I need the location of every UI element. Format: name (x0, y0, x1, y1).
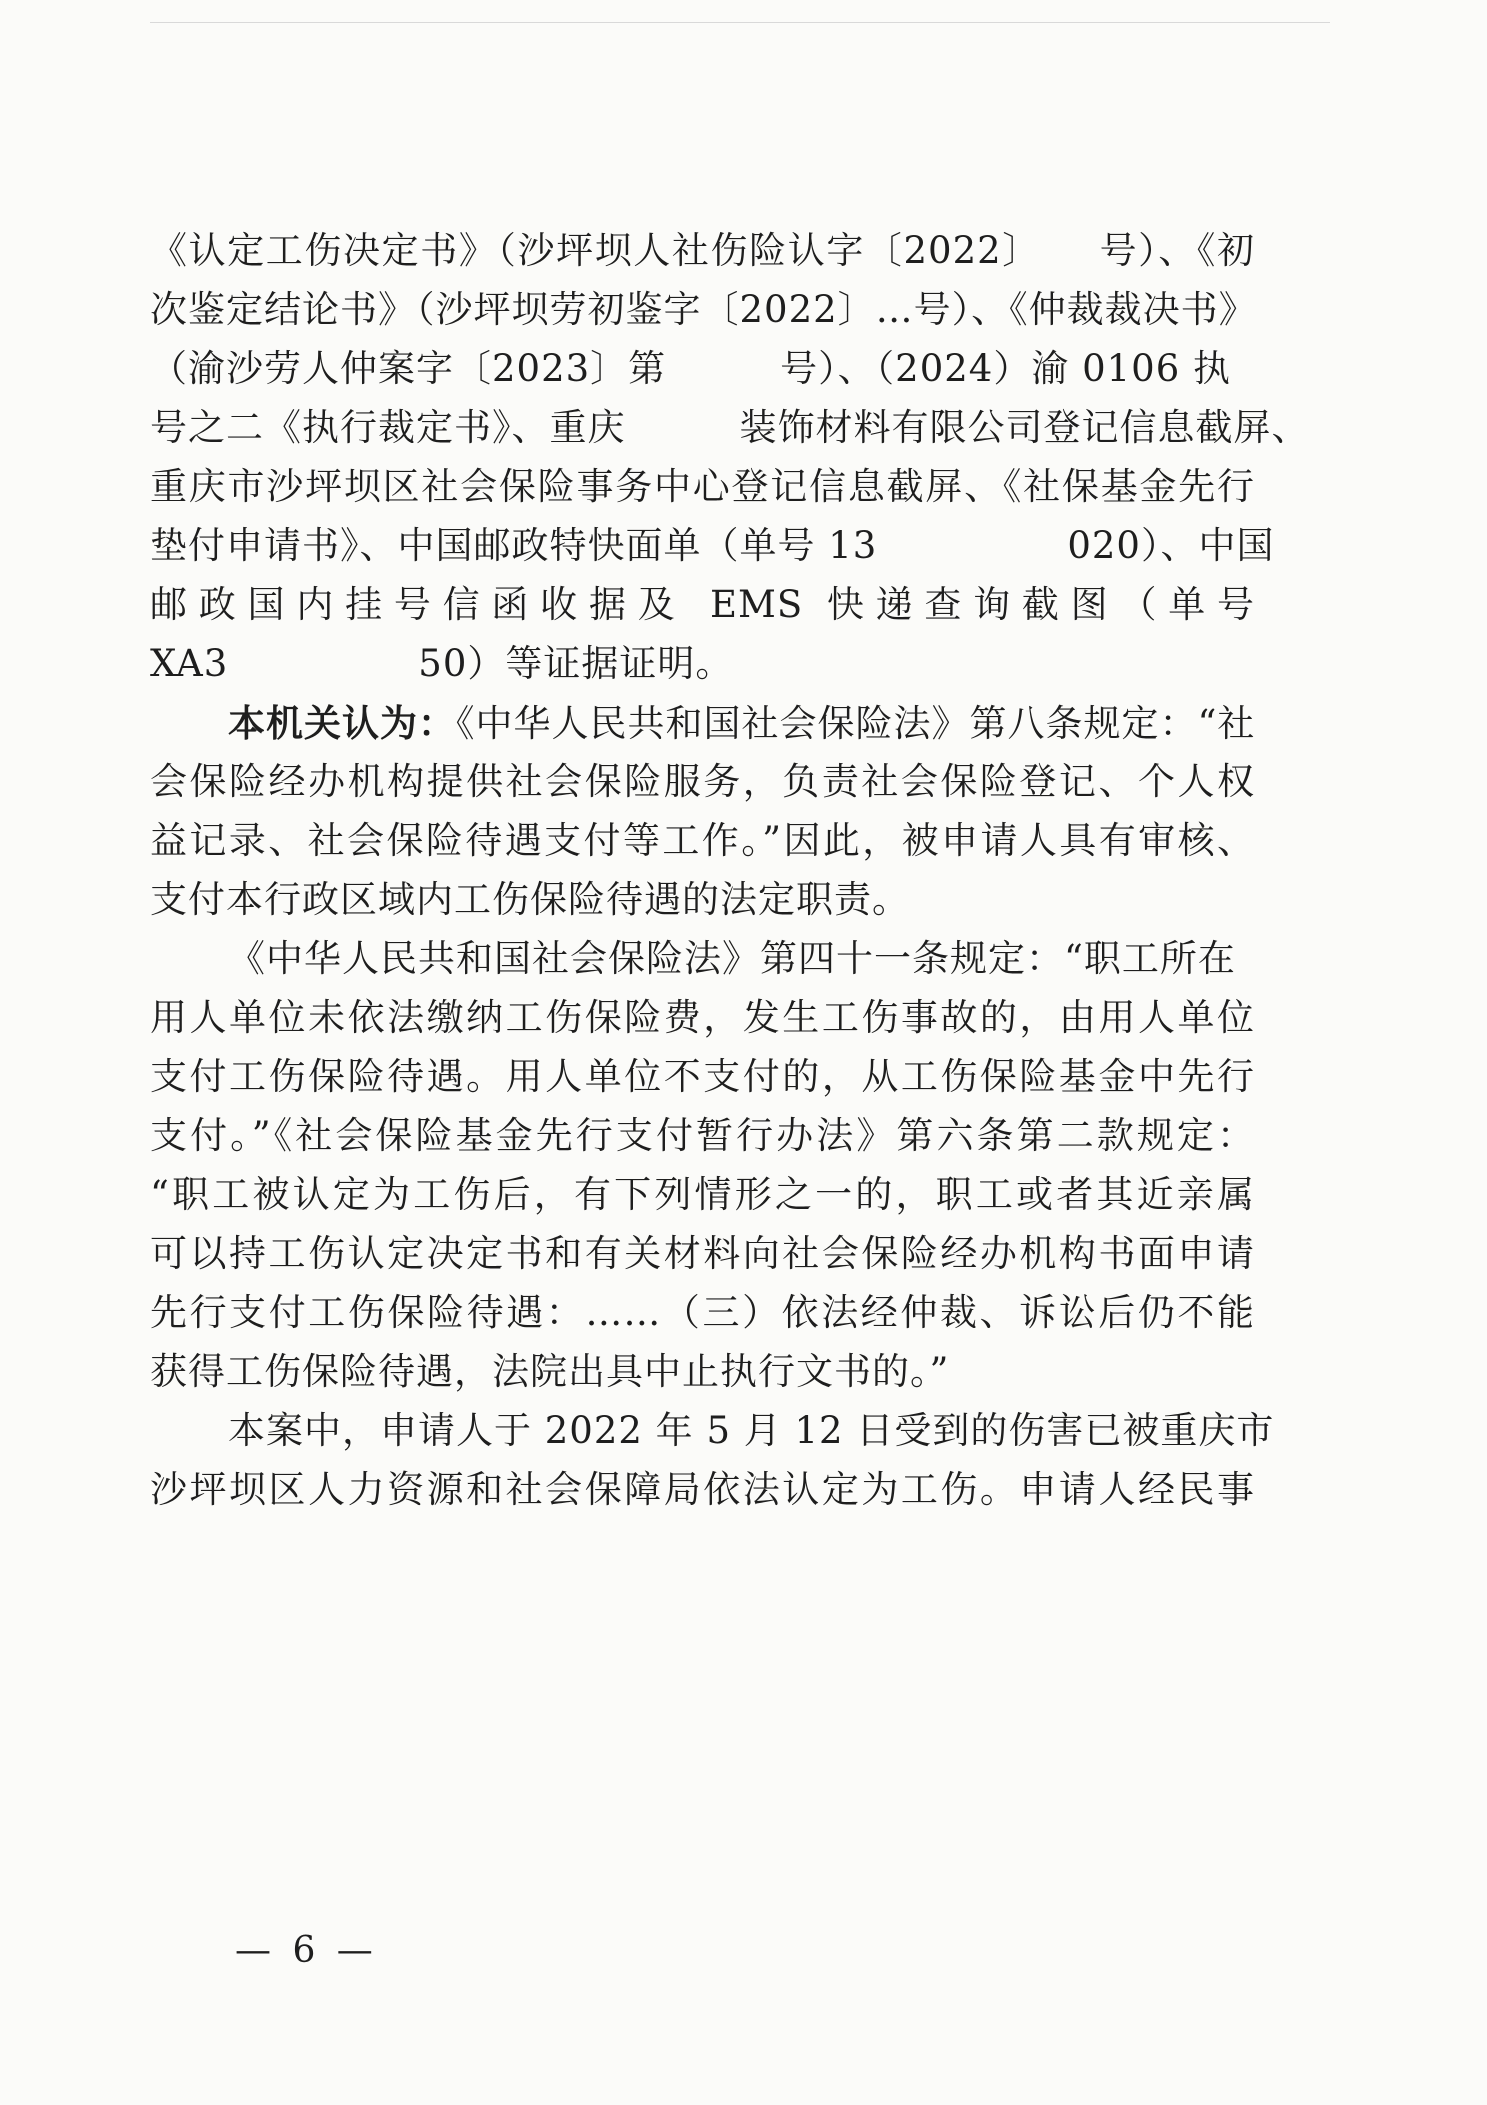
p1-line-1: 《认定工伤决定书》（沙坪坝人社伤险认字〔2022〕 号）、《初 (150, 229, 1255, 272)
p2-line-1 (228, 700, 1255, 747)
p2-lead: 本机关认为： (228, 701, 456, 745)
scan-edge-line (150, 22, 1330, 23)
p4-line-1: 本案中，申请人于 2022 年 5 月 12 日受到的伤害已被重庆市 (228, 1409, 1275, 1452)
p1-line-6: 垫付申请书》、中国邮政特快面单（单号 13 020）、中国 (150, 524, 1275, 567)
p1-line-2: 次鉴定结论书》（沙坪坝劳初鉴字〔2022〕…号）、《仲裁裁决书》 (150, 288, 1257, 331)
p3-line-2: 用人单位未依法缴纳工伤保险费，发生工伤事故的，由用人单位 (150, 996, 1255, 1039)
p1-line-8: XA3 50）等证据证明。 (150, 642, 734, 685)
p3-line-3: 支付工伤保险待遇。用人单位不支付的，从工伤保险基金中先行 (150, 1055, 1255, 1098)
p2-line-2: 会保险经办机构提供社会保险服务，负责社会保险登记、个人权 (150, 760, 1255, 803)
p2-line-1-text: 《中华人民共和国社会保险法》第八条规定：“社 (456, 702, 1256, 745)
p3-line-5: “职工被认定为工伤后，有下列情形之一的，职工或者其近亲属 (150, 1173, 1255, 1216)
p1-line-7: 邮政国内挂号信函收据及 EMS 快递查询截图（单号 (150, 583, 1255, 626)
p4-line-2: 沙坪坝区人力资源和社会保障局依法认定为工伤。申请人经民事 (150, 1468, 1255, 1511)
p3-line-8: 获得工伤保险待遇，法院出具中止执行文书的。” (150, 1350, 950, 1393)
p1-line-4: 号之二《执行裁定书》、重庆 装饰材料有限公司登记信息截屏、 (150, 406, 1310, 449)
page-number: — 6 — (235, 1930, 378, 1971)
p3-line-7: 先行支付工伤保险待遇：……（三）依法经仲裁、诉讼后仍不能 (150, 1291, 1255, 1334)
p3-line-6: 可以持工伤认定决定书和有关材料向社会保险经办机构书面申请 (150, 1232, 1255, 1275)
p2-line-3: 益记录、社会保险待遇支付等工作。”因此，被申请人具有审核、 (150, 819, 1255, 862)
p3-line-1: 《中华人民共和国社会保险法》第四十一条规定：“职工所在 (228, 937, 1236, 980)
p1-line-3: （渝沙劳人仲案字〔2023〕第 号）、（2024）渝 0106 执 (150, 347, 1232, 390)
p3-line-4: 支付。”《社会保险基金先行支付暂行办法》第六条第二款规定： (150, 1114, 1255, 1157)
p1-line-5: 重庆市沙坪坝区社会保险事务中心登记信息截屏、《社保基金先行 (150, 465, 1255, 508)
p2-line-4: 支付本行政区域内工伤保险待遇的法定职责。 (150, 878, 910, 921)
